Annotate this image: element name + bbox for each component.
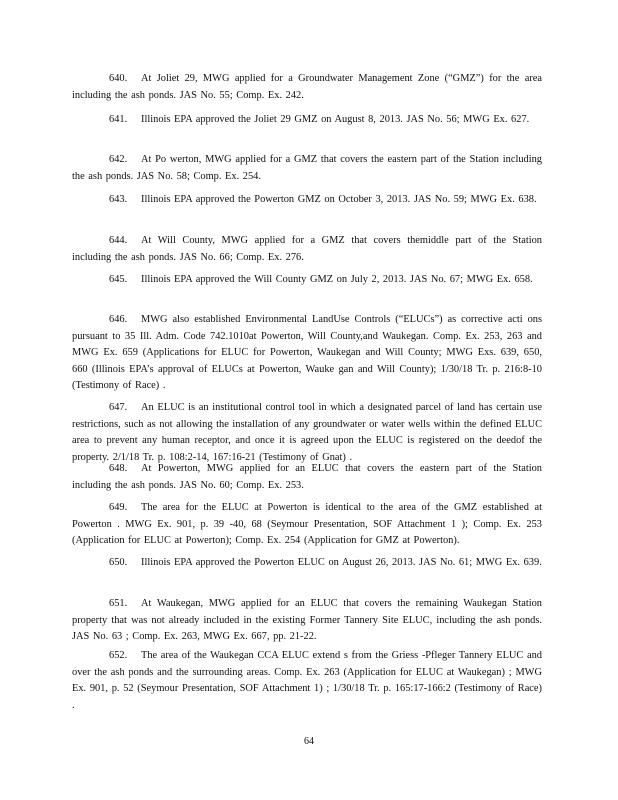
paragraph-646 (72, 312, 542, 395)
paragraph-text: An ELUC is an institutional control tool in which a designated parcel of land has certain use restrictions, such as not allowing the installation of any groundwater or water wells within the defined ELUC area to prevent any human receptor, and once it is agreed upon the ELUC is registered on the deedof the property. 2/1/18 Tr. p. 108:2-14, 167:16-21 (Testimony of Gnat) . (72, 402, 542, 463)
paragraph-text: Illinois EPA approved the Powerton GMZ on October 3, 2013. JAS No. 59; MWG Ex. 638. (141, 194, 537, 205)
paragraph-text: At Po werton, MWG applied for a GMZ that covers the eastern part of the Station including the ash ponds. JAS No. 58; Comp. Ex. 254. (72, 154, 542, 182)
paragraph-text: The area for the ELUC at Powerton is identical to the area of the GMZ established at Powerton . MWG Ex. 901, p. 39 -40, 68 (Seymour Presentation, SOF Attachment 1 ); Comp. Ex. 253 (Application for ELUC at Powerton); Comp. Ex. 254 (Application for GMZ at Powerton). (72, 502, 542, 546)
paragraph-649 (72, 500, 542, 550)
paragraph-644 (72, 233, 542, 266)
paragraph-642 (72, 152, 542, 185)
paragraph-text: At Joliet 29, MWG applied for a Groundwater Management Zone (“GMZ”) for the area including the ash ponds. JAS No. 55; Comp. Ex. 242. (72, 73, 542, 101)
paragraph-number: 647. (109, 402, 128, 413)
paragraph-number: 650. (109, 557, 128, 568)
paragraph-text: At Waukegan, MWG applied for an ELUC that covers the remaining Waukegan Station property that was not already included in the existing Former Tannery Site ELUC, including the ash ponds. JAS No. 63 ; Comp. Ex. 263, MWG Ex. 667, pp. 21-22. (72, 598, 542, 642)
paragraph-number: 646. (109, 314, 128, 325)
paragraph-648 (72, 461, 542, 494)
paragraph-647 (72, 400, 542, 466)
paragraph-text: MWG also established Environmental LandUse Controls (“ELUCs”) as corrective acti ons pursuant to 35 Ill. Adm. Code 742.1010at Powerton, Will County,and Waukegan. Comp. Ex. 253, 263 and MWG Ex. 659 (Applications for ELUC for Powerton, Waukegan and Will County; MWG Exs. 639, 650, 660 (Illinois EPA’s approval of ELUCs at Powerton, Wauke gan and Will County); 1/30/18 Tr. p. 216:8-10 (Testimony of Race) . (72, 314, 542, 391)
paragraph-text: The area of the Waukegan CCA ELUC extend s from the Griess -Pfleger Tannery ELUC and over the ash ponds and the surrounding areas. Comp. Ex. 263 (Application for ELUC at Waukegan) ; MWG Ex. 901, p. 52 (Seymour Presentation, SOF Attachment 1) ; 1/30/18 Tr. p. 165:17-166:2 (Testimony of Race) . (72, 650, 542, 711)
paragraph-number: 641. (109, 114, 128, 125)
paragraph-number: 644. (109, 235, 128, 246)
paragraph-text: At Will County, MWG applied for a GMZ that covers themiddle part of the Station including the ash ponds. JAS No. 66; Comp. Ex. 276. (72, 235, 542, 263)
paragraph-number: 648. (109, 463, 128, 474)
paragraph-650 (72, 555, 542, 572)
paragraph-number: 642. (109, 154, 128, 165)
paragraph-number: 645. (109, 274, 128, 285)
paragraph-651 (72, 596, 542, 646)
paragraph-number: 651. (109, 598, 128, 609)
paragraph-number: 640. (109, 73, 128, 84)
page-number: 64 (304, 736, 314, 747)
paragraph-number: 643. (109, 194, 128, 205)
paragraph-645 (72, 272, 542, 289)
paragraph-text: Illinois EPA approved the Joliet 29 GMZ on August 8, 2013. JAS No. 56; MWG Ex. 627. (141, 114, 530, 125)
paragraph-643 (72, 192, 542, 209)
paragraph-652 (72, 648, 542, 714)
paragraph-641 (72, 112, 542, 129)
paragraph-640 (72, 71, 542, 104)
paragraph-text: Illinois EPA approved the Powerton ELUC on August 26, 2013. JAS No. 61; MWG Ex. 639. (141, 557, 542, 568)
paragraph-text: Illinois EPA approved the Will County GMZ on July 2, 2013. JAS No. 67; MWG Ex. 658. (141, 274, 533, 285)
paragraph-number: 652. (109, 650, 128, 661)
paragraph-text: At Powerton, MWG applied for an ELUC that covers the eastern part of the Station including the ash ponds. JAS No. 60; Comp. Ex. 253. (72, 463, 542, 491)
paragraph-number: 649. (109, 502, 128, 513)
